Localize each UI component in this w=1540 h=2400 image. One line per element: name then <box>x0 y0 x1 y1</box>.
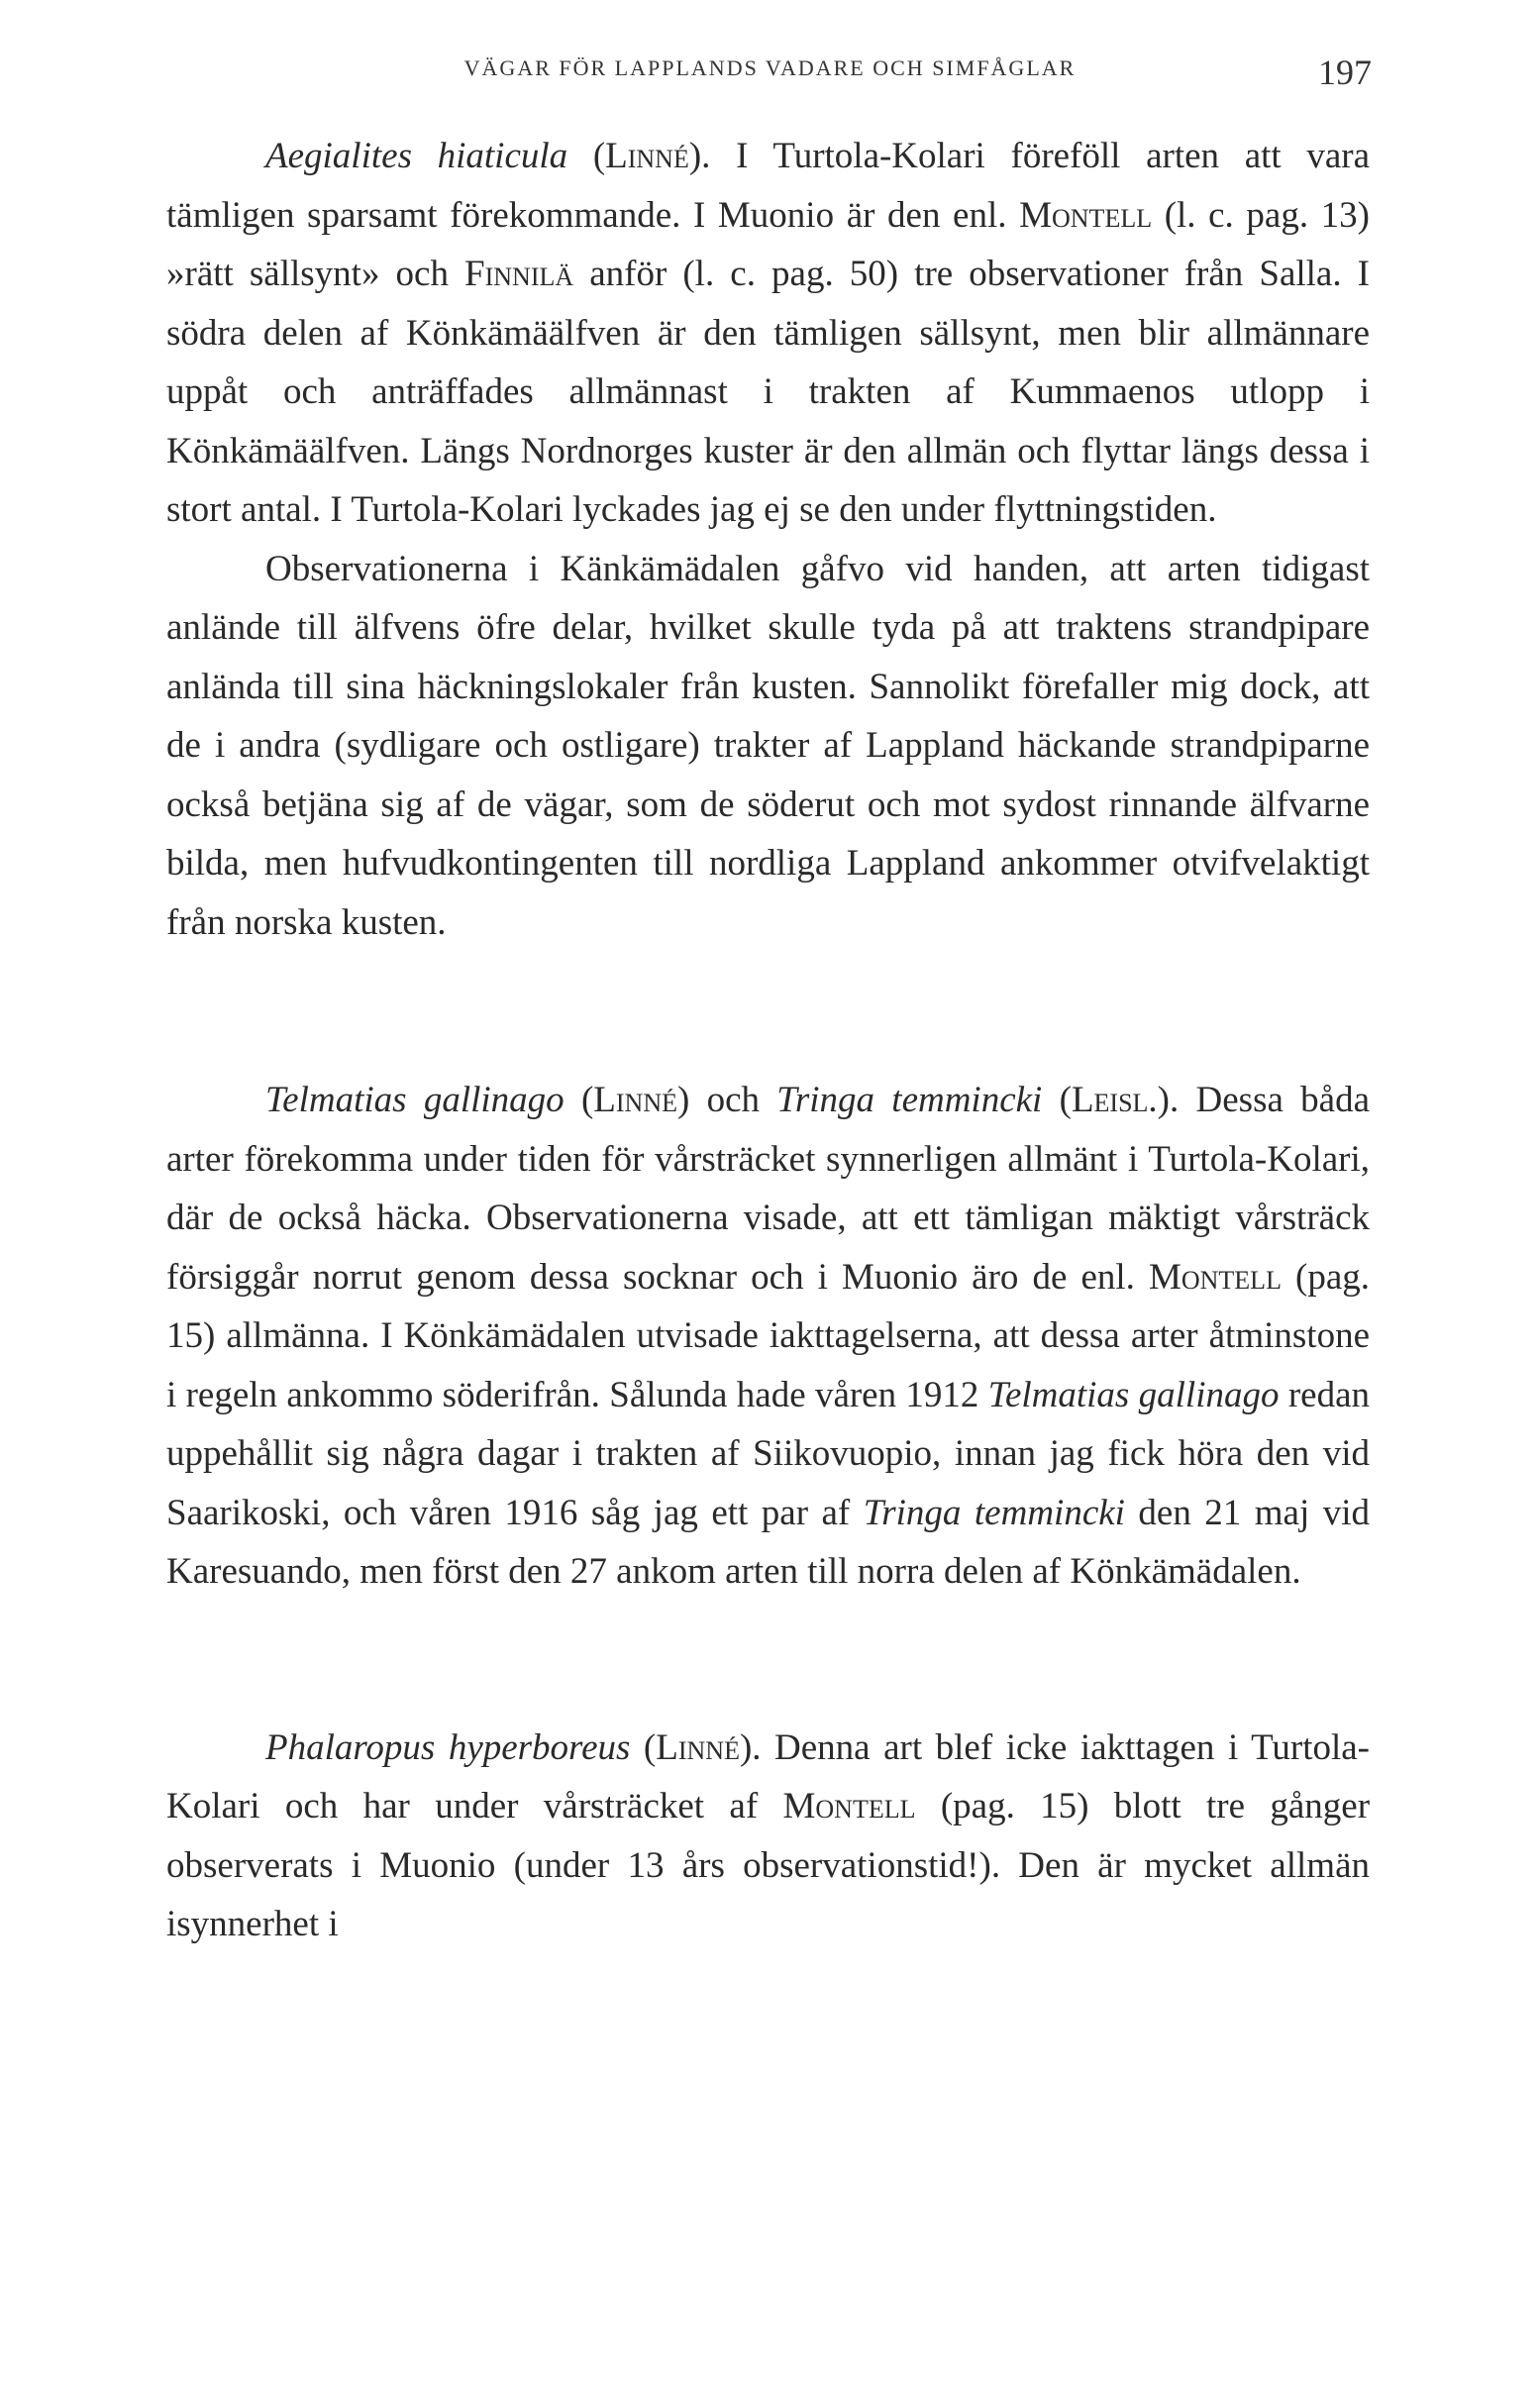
page-header <box>168 52 1372 91</box>
paragraph-text: (pag. 15) blott tre gånger observerats i Muonio (under 13 års observationstid!). Den är mycket allmän isynnerhet i <box>166 1786 1371 1944</box>
author-reference: Montell <box>1019 194 1153 236</box>
species-author: (Leisl.). <box>1042 1080 1180 1120</box>
section-aegialites <box>166 127 1370 540</box>
species-author: (Linné). <box>630 1726 762 1768</box>
section-spacer <box>166 1602 1370 1719</box>
paragraph-text: (pag. 15) allmänna. I Könkämädalen utvisade iakttagelserna, att dessa arter åtminstone i regeln ankommo söderifrån. Sålunda hade våren 1912 <box>166 1256 1370 1415</box>
running-head: VÄGAR FÖR LAPPLANDS VADARE OCH SIMFÅGLAR <box>463 55 1077 80</box>
species-name: Tringa temmincki <box>776 1080 1043 1120</box>
author-reference: Finnilä <box>464 254 574 294</box>
section-telmatias-tringa <box>166 1071 1370 1602</box>
section-spacer <box>166 952 1370 1071</box>
species-author: (Linné). <box>592 136 711 176</box>
paragraph-text: den 21 maj vid Karesuando, men först den 27 ankom arten till norra delen af Könkämädalen. <box>166 1492 1370 1592</box>
paragraph-text: (l. c. pag. 13) »rätt sällsynt» och <box>166 194 1370 294</box>
paragraph-observations: Observationerna i Känkämädalen gåfvo vid handen, att arten tidigast anlände till älfvens öfre delar, hvilket skulle tyda på att traktens strandpipare anlända till sina häckningslokaler från kusten. Sannolikt förefaller mig dock, att de i andra (sydligare och ostligare) trakter af Lappland häckande strandpiparne också betjäna sig af de vägar, som de söderut och mot sydost rinnande älfvarne bilda, men hufvudkontingenten till nordliga Lappland ankommer otvifvelaktigt från norska kusten. <box>166 548 1370 943</box>
body-text <box>166 127 1370 1954</box>
author-reference: Montell <box>1148 1256 1282 1298</box>
page-number: 197 <box>1318 52 1372 92</box>
species-name: Telmatias gallinago <box>265 1080 565 1120</box>
paragraph-text: I Turtola-Kolari föreföll arten att vara tämligen sparsamt förekommande. I Muonio är den enl. <box>166 136 1370 236</box>
species-name: Phalaropus hyperboreus <box>265 1726 631 1768</box>
species-name: Aegialites hiaticula <box>265 136 568 176</box>
section-phalaropus <box>166 1719 1370 1954</box>
conjunction: och <box>689 1080 777 1120</box>
paragraph-text: Dessa båda arter förekomma under tiden för vårsträcket synnerligen allmänt i Turtola-Kolari, där de också häcka. Observationerna visade, att ett tämligan mäktigt vårsträck försiggår norrut genom dessa socknar och i Muonio äro de enl. <box>166 1080 1371 1298</box>
species-author: (Linné) <box>564 1080 690 1120</box>
paragraph-text: Denna art blef icke iakttagen i Turtola-Kolari och har under vårsträcket af <box>166 1726 1370 1826</box>
species-name: Tringa temmincki <box>863 1492 1125 1533</box>
species-name: Telmatias gallinago <box>987 1374 1280 1415</box>
paragraph-text: redan uppehållit sig några dagar i trakten af Siikovuopio, innan jag fick höra den vid Saarikoski, och våren 1916 såg jag ett par af <box>166 1374 1370 1533</box>
paragraph-text: anför (l. c. pag. 50) tre observationer från Salla. I södra delen af Könkämäälfven är den tämligen sällsynt, men blir allmännare uppåt och anträffades allmännast i trakten af Kummaenos utlopp i Könkämäälfven. Längs Nordnorges kuster är den allmän och flyttar längs dessa i stort antal. I Turtola-Kolari lyckades jag ej se den under flyttningstiden. <box>166 254 1371 530</box>
author-reference: Montell <box>782 1786 916 1826</box>
